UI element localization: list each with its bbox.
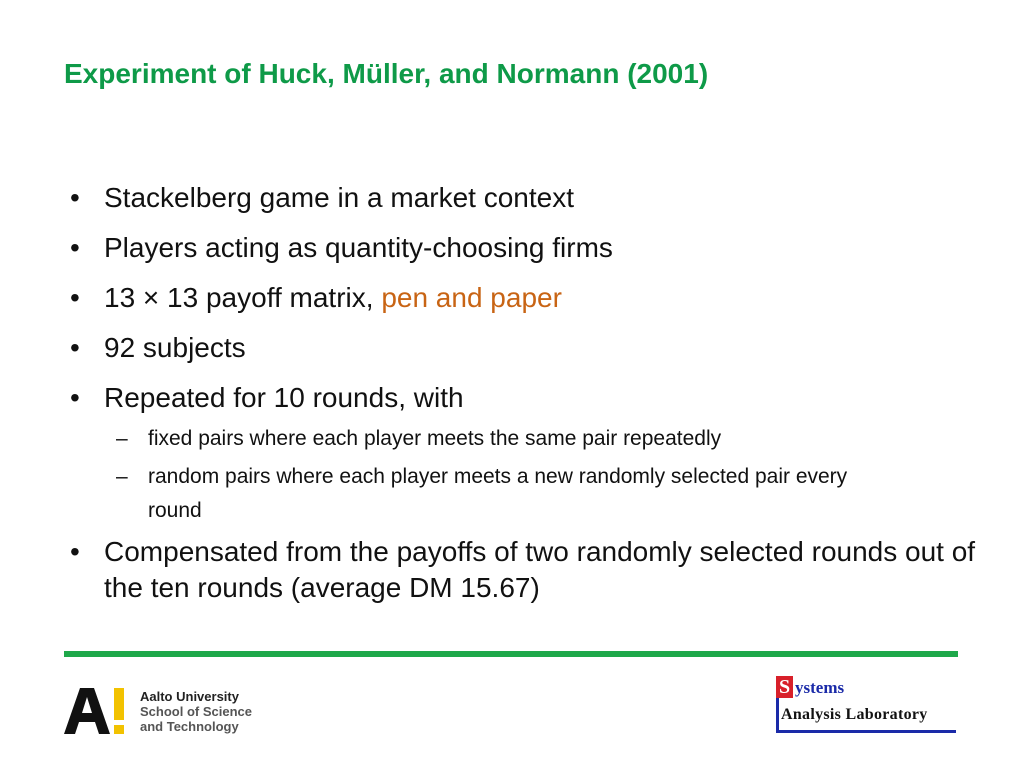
aalto-wordmark bbox=[140, 689, 252, 734]
aalto-line-1: Aalto University bbox=[140, 688, 239, 704]
bullet-text: 92 subjects bbox=[104, 332, 246, 363]
sub-bullet-item: – random pairs where each player meets a new randomly selected pair every round bbox=[104, 460, 848, 528]
bullet-item bbox=[58, 280, 978, 316]
sub-bullet-item: – fixed pairs where each player meets the same pair repeatedly bbox=[104, 422, 978, 456]
sal-subtitle: Analysis Laboratory bbox=[781, 706, 928, 723]
sub-bullet-list bbox=[104, 422, 978, 528]
bullet-text: Stackelberg game in a market context bbox=[104, 182, 575, 213]
bullet-item bbox=[58, 330, 978, 366]
aalto-logo bbox=[64, 688, 252, 734]
slide-title: Experiment of Huck, Müller, and Normann (2001) bbox=[64, 58, 709, 89]
sal-vertical-line bbox=[776, 698, 779, 732]
bullet-item bbox=[58, 534, 978, 606]
bullet-text: Repeated for 10 rounds, with bbox=[104, 382, 464, 413]
sal-initial: S bbox=[776, 676, 793, 698]
footer-divider bbox=[64, 651, 958, 657]
bullet-text: 13 × 13 payoff matrix, bbox=[104, 282, 382, 313]
sal-underline bbox=[776, 730, 956, 733]
aalto-line-3: and Technology bbox=[140, 718, 239, 734]
bullet-text: Players acting as quantity-choosing firms bbox=[104, 232, 613, 263]
aalto-line-2: School of Science bbox=[140, 703, 252, 719]
bullet-item bbox=[58, 180, 978, 216]
bullet-list bbox=[58, 180, 978, 620]
aalto-a-mark-icon bbox=[64, 688, 126, 734]
bullet-item bbox=[58, 380, 978, 528]
sal-wordmark: ystems bbox=[795, 678, 845, 697]
sal-logo bbox=[776, 676, 956, 736]
bullet-text: Compensated from the payoffs of two randomly selected rounds out of the ten rounds (average DM 15.67) bbox=[104, 536, 976, 603]
highlight-text: pen and paper bbox=[381, 282, 562, 313]
bullet-item bbox=[58, 230, 978, 266]
